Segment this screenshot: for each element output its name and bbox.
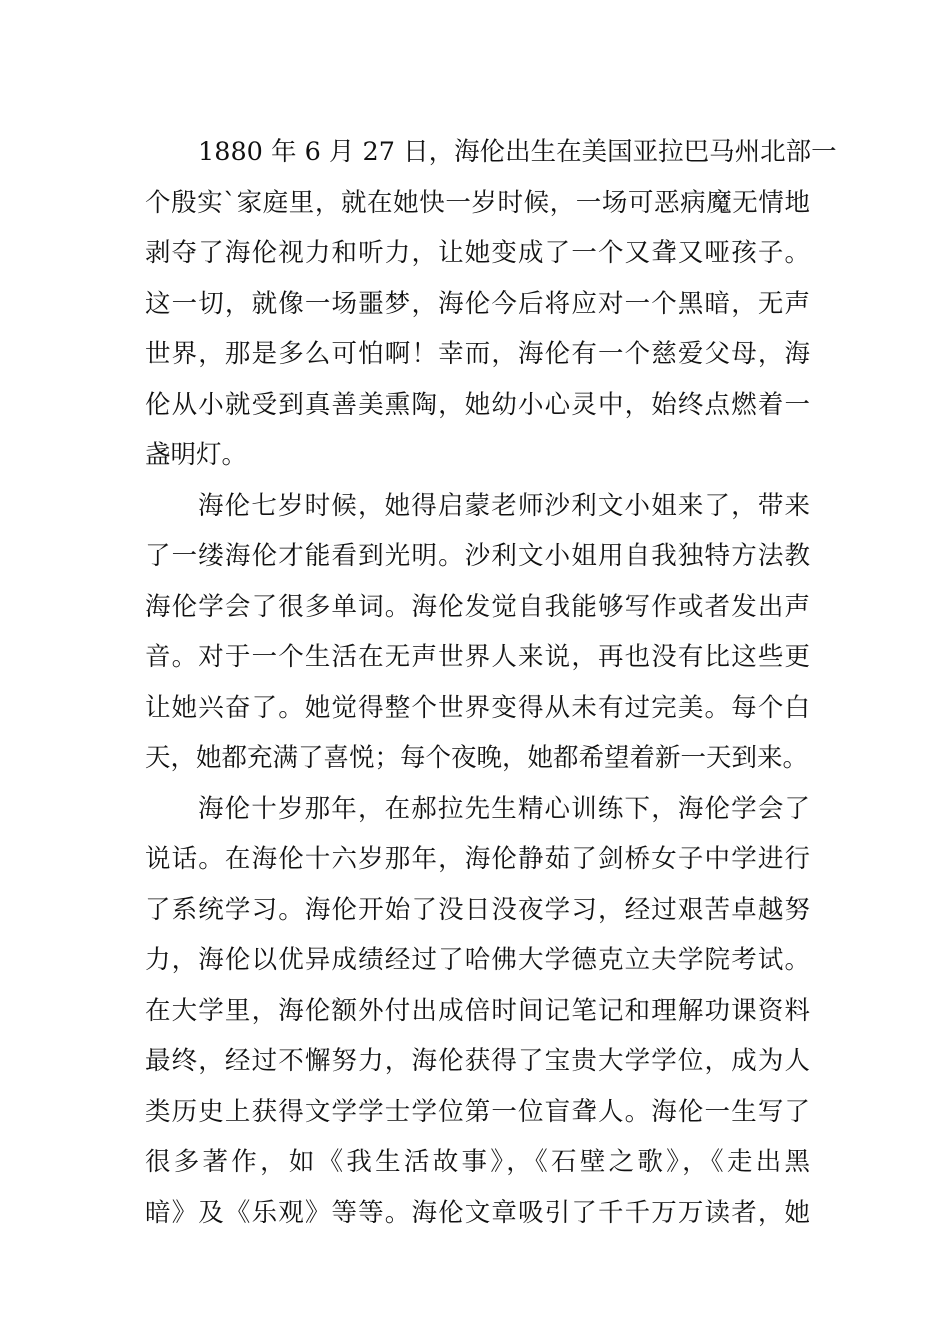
paragraph-3-line-1: 海伦十岁那年，在郝拉先生精心训练下，海伦学会了 xyxy=(198,793,810,824)
paragraph-1-line-2: 个殷实`家庭里，就在她快一岁时候，一场可恶病魔无情地 xyxy=(145,187,810,218)
document-body xyxy=(145,127,837,1238)
paragraph-1-line-4: 这一切，就像一场噩梦，海伦今后将应对一个黑暗，无声 xyxy=(145,288,810,319)
paragraph-2-line-3: 海伦学会了很多单词。海伦发觉自我能够写作或者发出声 xyxy=(145,591,810,622)
paragraph-1-line-6: 伦从小就受到真善美熏陶，她幼小心灵中，始终点燃着一 xyxy=(145,389,810,420)
paragraph-2-line-1: 海伦七岁时候，她得启蒙老师沙利文小姐来了，带来 xyxy=(198,490,810,521)
paragraph-1-line-1: 1880 年 6 月 27 日，海伦出生在美国亚拉巴马州北部一 xyxy=(198,137,837,167)
paragraph-2-line-2: 了一缕海伦才能看到光明。沙利文小姐用自我独特方法教 xyxy=(145,541,810,571)
paragraph-3-line-5: 在大学里，海伦额外付出成倍时间记笔记和理解功课资料 xyxy=(145,995,810,1026)
paragraph-1-line-7: 盏明灯。 xyxy=(145,440,248,470)
paragraph-2-line-5: 让她兴奋了。她觉得整个世界变得从未有过完美。每个白 xyxy=(145,692,810,723)
paragraph-3-line-8: 很多著作，如《我生活故事》，《石壁之歌》，《走出黑 xyxy=(145,1147,810,1177)
paragraph-1-line-3: 剥夺了海伦视力和听力，让她变成了一个又聋又哑孩子。 xyxy=(145,238,810,268)
paragraph-3-line-7: 类历史上获得文学学士学位第一位盲聋人。海伦一生写了 xyxy=(145,1096,810,1127)
paragraph-3-line-2: 说话。在海伦十六岁那年，海伦静茹了剑桥女子中学进行 xyxy=(145,844,810,874)
paragraph-3-line-4: 力，海伦以优异成绩经过了哈佛大学德克立夫学院考试。 xyxy=(145,945,810,975)
paragraph-2-line-6: 天，她都充满了喜悦；每个夜晚，她都希望着新一天到来。 xyxy=(145,743,809,773)
paragraph-3-line-3: 了系统学习。海伦开始了没日没夜学习，经过艰苦卓越努 xyxy=(145,894,810,925)
paragraph-1-line-5: 世界，那是多么可怕啊！幸而，海伦有一个慈爱父母，海 xyxy=(145,339,810,369)
paragraph-3-line-9: 暗》及《乐观》等等。海伦文章吸引了千千万万读者，她 xyxy=(145,1197,810,1228)
paragraph-3-line-6: 最终，经过不懈努力，海伦获得了宝贵大学学位，成为人 xyxy=(145,1046,810,1076)
paragraph-2-line-4: 音。对于一个生活在无声世界人来说，再也没有比这些更 xyxy=(145,642,810,672)
